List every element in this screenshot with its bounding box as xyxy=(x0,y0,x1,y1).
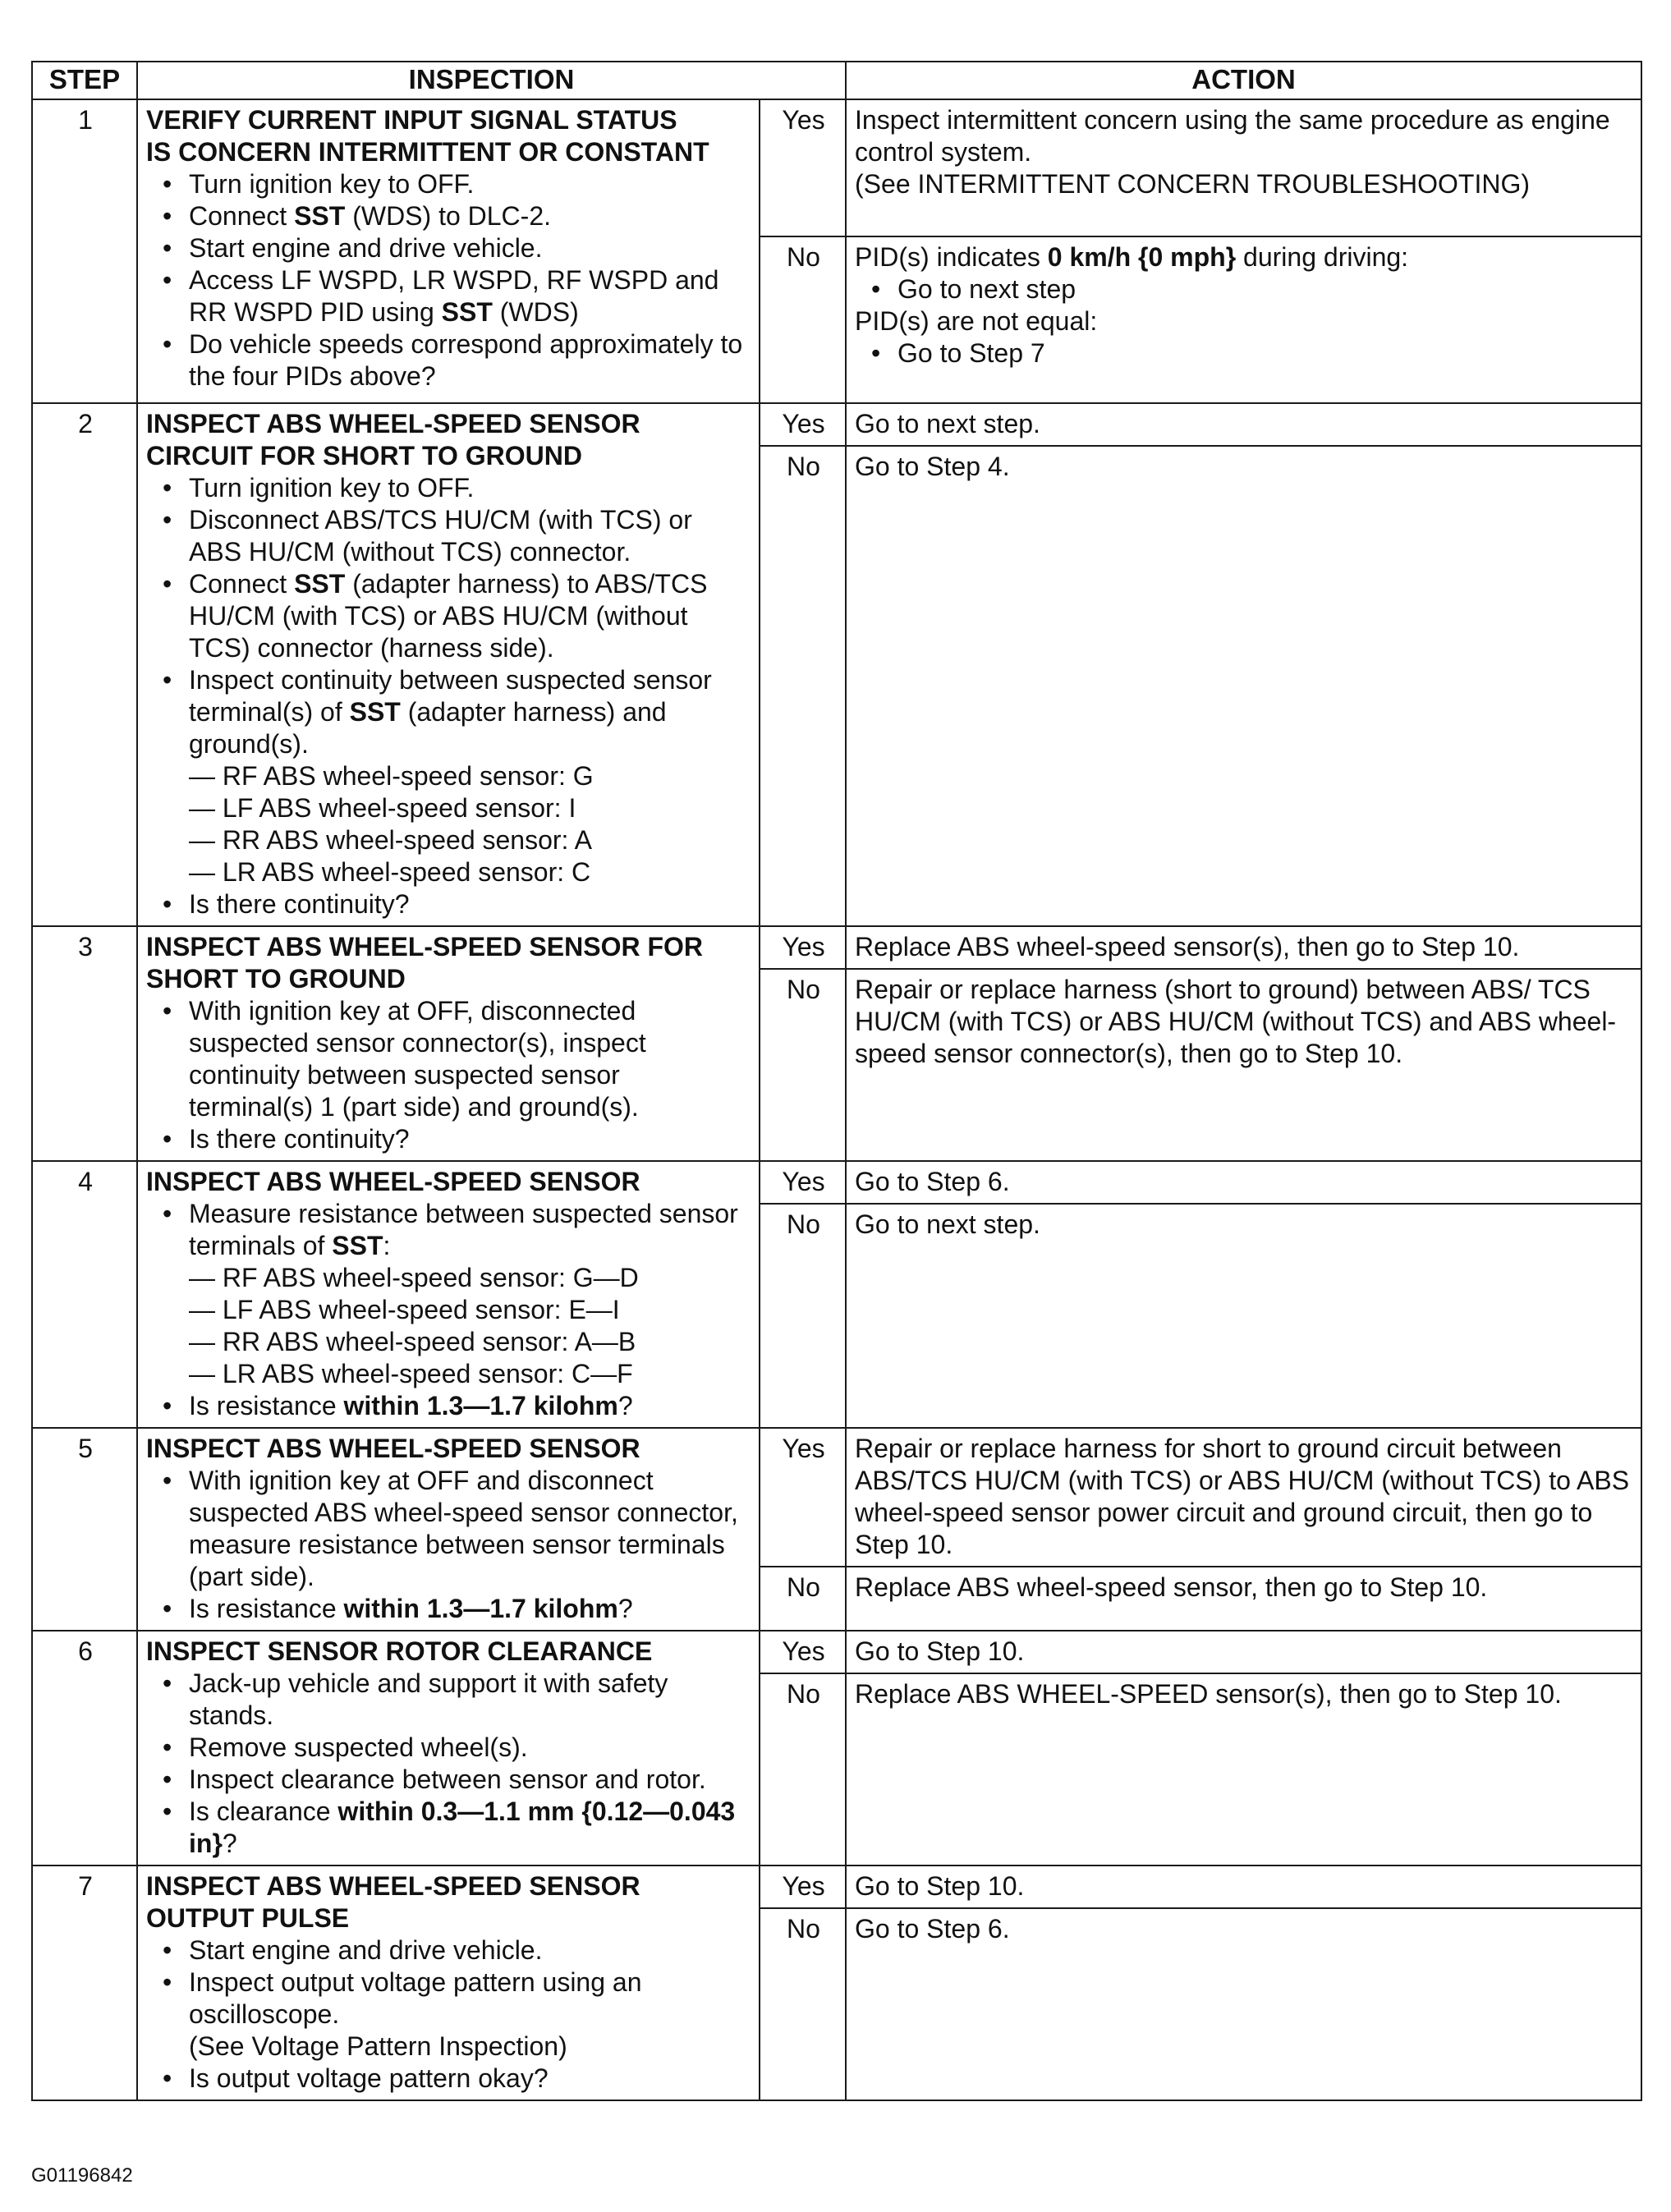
header-inspection: INSPECTION xyxy=(137,62,846,99)
no-action: Replace ABS wheel-speed sensor, then go to Step 10. xyxy=(846,1567,1641,1631)
troubleshooting-table-page xyxy=(31,61,1641,2101)
yes-action: Go to Step 6. xyxy=(846,1161,1641,1204)
reference-note: (See Voltage Pattern Inspection) xyxy=(189,2031,567,2061)
terminal-item: — RF ABS wheel-speed sensor: G xyxy=(189,761,594,791)
inspection-bullet: • Start engine and drive vehicle. xyxy=(146,232,747,264)
inspection-cell xyxy=(137,1631,760,1866)
yes-label: Yes xyxy=(760,99,846,236)
yes-action: Inspect intermittent concern using the same procedure as engine control system. (See INTERMITTENT CONCERN TROUBLESHOOTING) xyxy=(846,99,1641,236)
yes-label: Yes xyxy=(760,926,846,969)
no-label: No xyxy=(760,969,846,1161)
inspection-bullet: • Remove suspected wheel(s). xyxy=(146,1732,747,1764)
no-action: Replace ABS WHEEL-SPEED sensor(s), then go to Step 10. xyxy=(846,1673,1641,1866)
yes-action: Replace ABS wheel-speed sensor(s), then go to Step 10. xyxy=(846,926,1641,969)
step-title: INSPECT ABS WHEEL-SPEED SENSOR xyxy=(146,1434,640,1463)
inspection-bullet: • Connect SST (WDS) to DLC-2. xyxy=(146,200,747,232)
step-number: 6 xyxy=(32,1631,137,1866)
step-6-yes-row xyxy=(32,1631,1641,1673)
no-action: Go to next step. xyxy=(846,1204,1641,1428)
inspection-bullet: • Measure resistance between suspected sensor terminals of SST: — RF ABS wheel-speed sensor: G—D — LF ABS wheel-speed sensor: E—I — RR ABS wheel-speed sensor: A—B — LR ABS wheel-speed sensor: C—F xyxy=(146,1198,747,1390)
step-number: 3 xyxy=(32,926,137,1161)
inspection-bullet: • Is there continuity? xyxy=(146,1123,747,1155)
troubleshooting-table xyxy=(31,61,1642,2101)
inspection-bullet: • Connect SST (adapter harness) to ABS/TCS HU/CM (with TCS) or ABS HU/CM (without TCS) connector (harness side). xyxy=(146,568,747,664)
no-action: PID(s) indicates 0 km/h {0 mph} during driving: • Go to next step PID(s) are not equal: • Go to Step 7 xyxy=(846,236,1641,403)
inspection-bullet: • With ignition key at OFF and disconnect suspected ABS wheel-speed sensor connector, measure resistance between sensor terminals (part side). xyxy=(146,1465,747,1593)
terminal-item: — LR ABS wheel-speed sensor: C—F xyxy=(189,1359,633,1388)
header-row xyxy=(32,62,1641,99)
inspection-bullet: • Turn ignition key to OFF. xyxy=(146,168,747,200)
yes-label: Yes xyxy=(760,1866,846,1908)
no-label: No xyxy=(760,1567,846,1631)
step-7-yes-row xyxy=(32,1866,1641,1908)
terminal-item: — RR ABS wheel-speed sensor: A xyxy=(189,825,592,855)
inspection-bullet: • Inspect clearance between sensor and rotor. xyxy=(146,1764,747,1796)
header-action: ACTION xyxy=(846,62,1641,99)
inspection-cell xyxy=(137,1428,760,1631)
inspection-cell xyxy=(137,926,760,1161)
yes-label: Yes xyxy=(760,1161,846,1204)
figure-id: G01196842 xyxy=(31,2164,133,2187)
step-title: VERIFY CURRENT INPUT SIGNAL STATUS IS CONCERN INTERMITTENT OR CONSTANT xyxy=(146,105,709,167)
terminal-item: — RR ABS wheel-speed sensor: A—B xyxy=(189,1327,636,1356)
step-title: INSPECT ABS WHEEL-SPEED SENSOR CIRCUIT FOR SHORT TO GROUND xyxy=(146,409,640,470)
header-step: STEP xyxy=(32,62,137,99)
step-number: 1 xyxy=(32,99,137,403)
step-number: 2 xyxy=(32,403,137,926)
yes-label: Yes xyxy=(760,1428,846,1567)
step-number: 5 xyxy=(32,1428,137,1631)
inspection-bullet: • Jack-up vehicle and support it with safety stands. xyxy=(146,1668,747,1732)
step-1-yes-row xyxy=(32,99,1641,236)
yes-action: Go to Step 10. xyxy=(846,1866,1641,1908)
terminal-item: — LF ABS wheel-speed sensor: I xyxy=(189,793,576,823)
no-label: No xyxy=(760,1673,846,1866)
no-label: No xyxy=(760,1204,846,1428)
inspection-bullet: • Access LF WSPD, LR WSPD, RF WSPD and RR WSPD PID using SST (WDS) xyxy=(146,264,747,328)
inspection-cell xyxy=(137,403,760,926)
no-label: No xyxy=(760,446,846,926)
inspection-bullet: • Is clearance within 0.3—1.1 mm {0.12—0.043 in}? xyxy=(146,1796,747,1860)
step-2-yes-row xyxy=(32,403,1641,446)
step-3-yes-row xyxy=(32,926,1641,969)
inspection-bullet: • Inspect output voltage pattern using an oscilloscope. (See Voltage Pattern Inspection) xyxy=(146,1966,747,2063)
terminal-item: — LF ABS wheel-speed sensor: E—I xyxy=(189,1295,620,1324)
inspection-cell xyxy=(137,1161,760,1428)
step-title: INSPECT ABS WHEEL-SPEED SENSOR xyxy=(146,1167,640,1196)
inspection-bullet: • Disconnect ABS/TCS HU/CM (with TCS) or ABS HU/CM (without TCS) connector. xyxy=(146,504,747,568)
step-title: INSPECT SENSOR ROTOR CLEARANCE xyxy=(146,1636,653,1666)
step-title: INSPECT ABS WHEEL-SPEED SENSOR FOR SHORT TO GROUND xyxy=(146,932,703,994)
inspection-bullet: • Start engine and drive vehicle. xyxy=(146,1934,747,1966)
step-number: 7 xyxy=(32,1866,137,2100)
no-action: Repair or replace harness (short to ground) between ABS/ TCS HU/CM (with TCS) or ABS HU/CM (without TCS) and ABS wheel-speed sensor connector(s), then go to Step 10. xyxy=(846,969,1641,1161)
inspection-cell xyxy=(137,99,760,403)
inspection-bullet: • Is resistance within 1.3—1.7 kilohm? xyxy=(146,1593,747,1625)
inspection-bullet: • With ignition key at OFF, disconnected suspected sensor connector(s), inspect continuity between suspected sensor terminal(s) 1 (part side) and ground(s). xyxy=(146,995,747,1123)
terminal-item: — LR ABS wheel-speed sensor: C xyxy=(189,857,591,887)
yes-label: Yes xyxy=(760,403,846,446)
inspection-cell xyxy=(137,1866,760,2100)
no-label: No xyxy=(760,236,846,403)
step-title: INSPECT ABS WHEEL-SPEED SENSOR OUTPUT PULSE xyxy=(146,1871,640,1933)
inspection-bullet: • Is resistance within 1.3—1.7 kilohm? xyxy=(146,1390,747,1422)
terminal-item: — RF ABS wheel-speed sensor: G—D xyxy=(189,1263,639,1292)
inspection-bullet: • Is there continuity? xyxy=(146,888,747,920)
yes-action: Repair or replace harness for short to ground circuit between ABS/TCS HU/CM (with TCS) or ABS HU/CM (without TCS) to ABS wheel-speed sensor power circuit and ground circuit, then go to Step 10. xyxy=(846,1428,1641,1567)
yes-label: Yes xyxy=(760,1631,846,1673)
step-5-yes-row xyxy=(32,1428,1641,1567)
yes-action: Go to next step. xyxy=(846,403,1641,446)
no-action: Go to Step 6. xyxy=(846,1908,1641,2100)
inspection-bullet: • Do vehicle speeds correspond approximately to the four PIDs above? xyxy=(146,328,747,392)
no-label: No xyxy=(760,1908,846,2100)
step-4-yes-row xyxy=(32,1161,1641,1204)
no-action: Go to Step 4. xyxy=(846,446,1641,926)
inspection-bullet: • Inspect continuity between suspected sensor terminal(s) of SST (adapter harness) and ground(s). — RF ABS wheel-speed sensor: G — LF ABS wheel-speed sensor: I — RR ABS wheel-speed sensor: A — LR ABS wheel-speed sensor: C xyxy=(146,664,747,888)
yes-action: Go to Step 10. xyxy=(846,1631,1641,1673)
inspection-bullet: • Turn ignition key to OFF. xyxy=(146,472,747,504)
step-number: 4 xyxy=(32,1161,137,1428)
inspection-bullet: • Is output voltage pattern okay? xyxy=(146,2063,747,2095)
